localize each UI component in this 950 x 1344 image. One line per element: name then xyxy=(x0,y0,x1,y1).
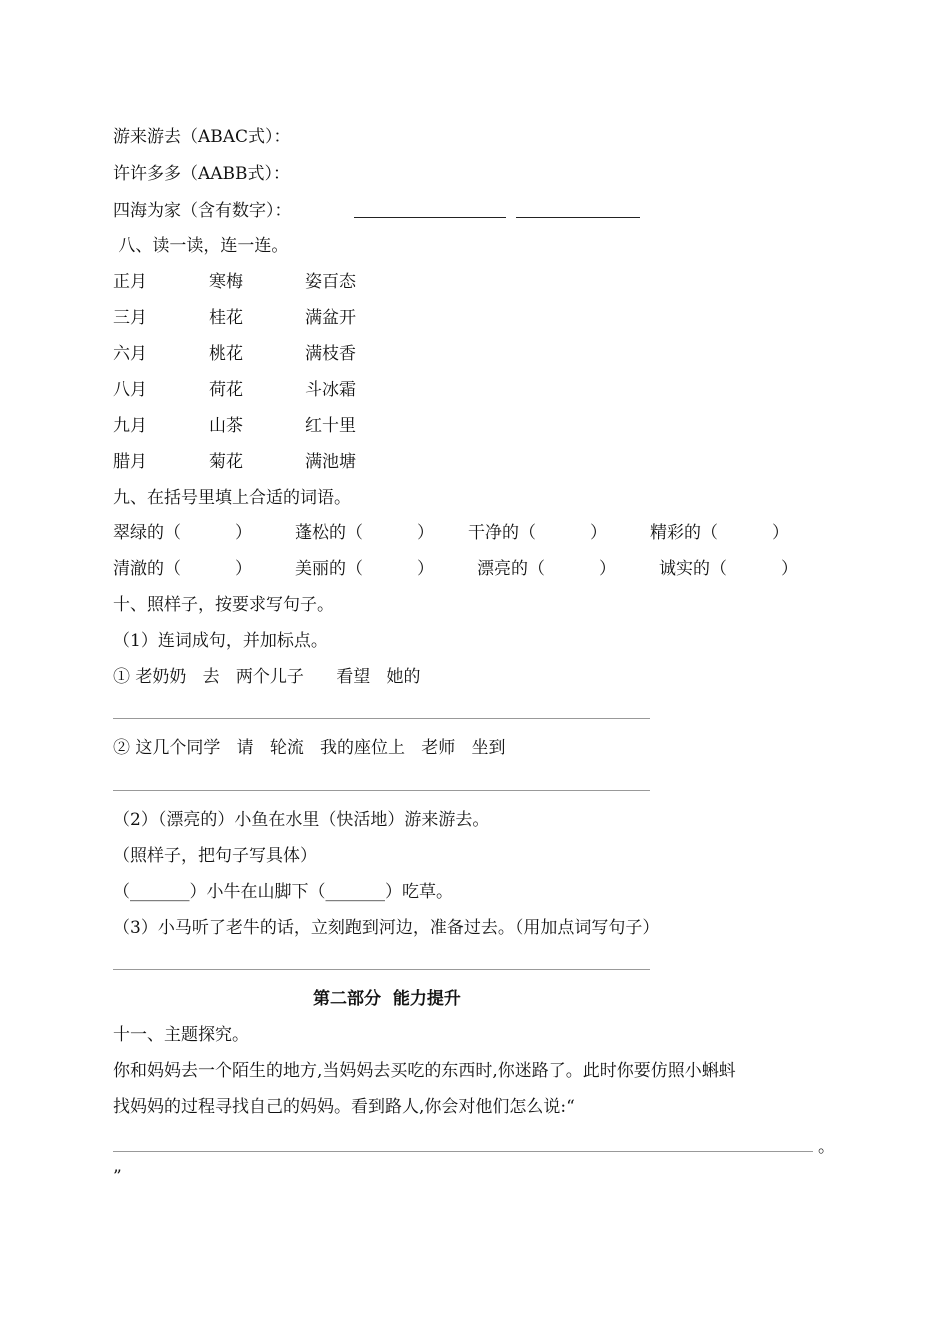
phrase: 满盆开 xyxy=(305,308,356,328)
flower: 荷花 xyxy=(209,380,243,400)
section-11-text-2: 找妈妈的过程寻找自己的妈妈。看到路人,你会对他们怎么说:“ xyxy=(113,1097,575,1117)
idiom-abac: 游来游去（ABAC式）： xyxy=(113,127,291,147)
fill-item[interactable]: 漂亮的（ ） xyxy=(477,559,617,579)
month: 九月 xyxy=(113,416,147,436)
part-2-task[interactable]: （_______）小牛在山脚下（_______）吃草。 xyxy=(113,882,453,902)
flower: 山茶 xyxy=(209,416,243,436)
phrase: 斗冰霜 xyxy=(305,380,356,400)
part-3-label: （3）小马听了老牛的话，立刻跑到河边，准备过去。（用加点词写句子） xyxy=(113,918,660,938)
part-2-example: （2）（漂亮的）小鱼在水里（快活地）游来游去。 xyxy=(113,810,490,830)
question-1: ① 老奶奶 去 两个儿子 看望 她的 xyxy=(113,667,421,687)
answer-line[interactable] xyxy=(516,217,640,218)
section-9-heading: 九、在括号里填上合适的词语。 xyxy=(113,488,351,508)
period-mark: 。 xyxy=(818,1137,835,1157)
fill-item[interactable]: 蓬松的（ ） xyxy=(295,523,435,543)
answer-line[interactable] xyxy=(354,217,506,218)
idiom-aabb: 许许多多（AABB式）： xyxy=(113,164,291,184)
flower: 桃花 xyxy=(209,344,243,364)
answer-line[interactable] xyxy=(113,969,650,970)
answer-line[interactable] xyxy=(113,718,650,719)
fill-item[interactable]: 干净的（ ） xyxy=(468,523,608,543)
section-10-heading: 十、照样子，按要求写句子。 xyxy=(113,595,334,615)
phrase: 满池塘 xyxy=(305,452,356,472)
phrase: 满枝香 xyxy=(305,344,356,364)
section-11-text-1: 你和妈妈去一个陌生的地方,当妈妈去买吃的东西时,你迷路了。此时你要仿照小蝌蚪 xyxy=(113,1061,736,1081)
section-11-heading: 十一、主题探究。 xyxy=(113,1025,249,1045)
fill-item[interactable]: 翠绿的（ ） xyxy=(113,523,253,543)
section-8-heading: 八、读一读，连一连。 xyxy=(113,236,289,256)
month: 六月 xyxy=(113,344,147,364)
phrase: 姿百态 xyxy=(305,272,356,292)
flower: 桂花 xyxy=(209,308,243,328)
part-2-title: 第二部分 能力提升 xyxy=(313,989,461,1009)
part-2-note: （照样子，把句子写具体） xyxy=(113,846,317,866)
idiom-number: 四海为家（含有数字）： xyxy=(113,201,292,221)
close-quote: ” xyxy=(113,1167,122,1187)
fill-item[interactable]: 精彩的（ ） xyxy=(650,523,790,543)
flower: 寒梅 xyxy=(209,272,243,292)
month: 三月 xyxy=(113,308,147,328)
answer-line[interactable] xyxy=(113,1151,813,1152)
phrase: 红十里 xyxy=(305,416,356,436)
fill-item[interactable]: 清澈的（ ） xyxy=(113,559,253,579)
flower: 菊花 xyxy=(209,452,243,472)
fill-item[interactable]: 诚实的（ ） xyxy=(659,559,799,579)
month: 腊月 xyxy=(113,452,147,472)
fill-item[interactable]: 美丽的（ ） xyxy=(295,559,435,579)
answer-line[interactable] xyxy=(113,790,650,791)
month: 八月 xyxy=(113,380,147,400)
question-2: ② 这几个同学 请 轮流 我的座位上 老师 坐到 xyxy=(113,738,506,758)
part-1-label: （1）连词成句，并加标点。 xyxy=(113,631,328,651)
month: 正月 xyxy=(113,272,147,292)
